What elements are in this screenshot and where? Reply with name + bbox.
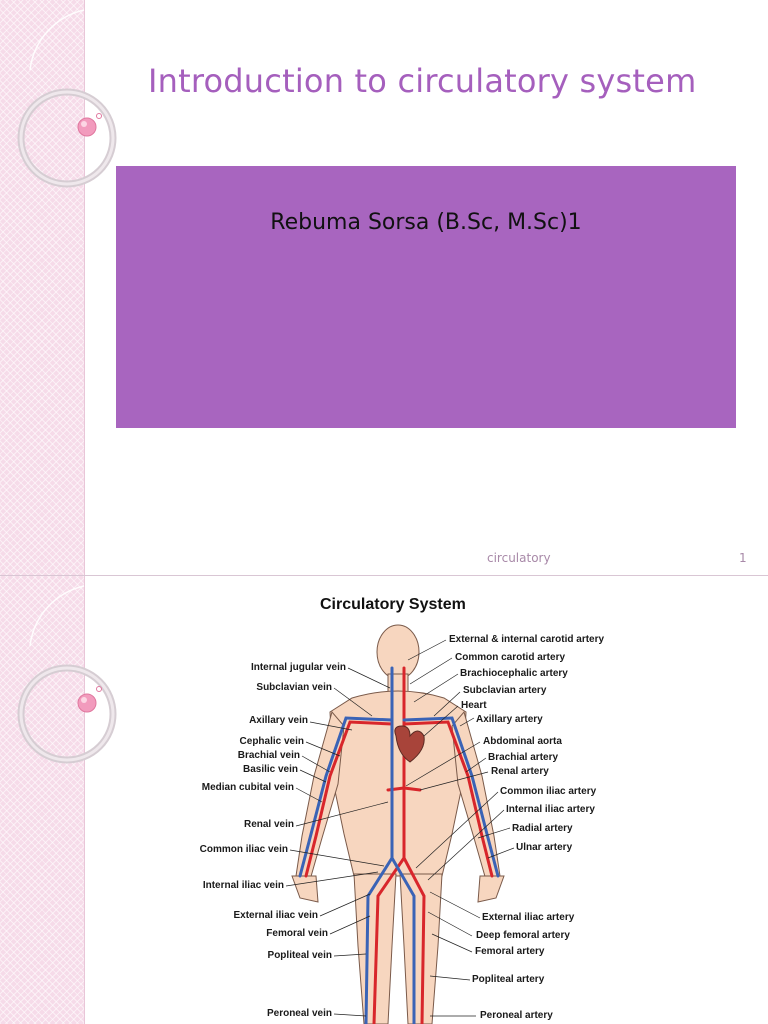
- page-number: 1: [739, 551, 747, 565]
- label-femoral-vein: Femoral vein: [266, 928, 328, 939]
- label-popliteal-artery: Popliteal artery: [472, 974, 545, 985]
- label-cephalic-vein: Cephalic vein: [239, 736, 304, 747]
- author-subtitle: Rebuma Sorsa (B.Sc, M.Sc)1: [270, 210, 582, 235]
- label-external-iliac-artery: External iliac artery: [482, 912, 575, 923]
- circulatory-body-illustration: [0, 576, 768, 1024]
- label-subclavian-artery: Subclavian artery: [463, 685, 547, 696]
- label-carotid-arteries: External & internal carotid artery: [449, 634, 605, 645]
- label-brachiocephalic-artery: Brachiocephalic artery: [460, 668, 568, 679]
- footer-label: circulatory: [487, 551, 551, 565]
- label-axillary-artery: Axillary artery: [476, 714, 543, 725]
- label-basilic-vein: Basilic vein: [242, 764, 298, 775]
- label-subclavian-vein: Subclavian vein: [256, 682, 332, 693]
- label-common-iliac-vein: Common iliac vein: [199, 844, 288, 855]
- label-ulnar-artery: Ulnar artery: [516, 842, 573, 853]
- figure-title: Circulatory System: [320, 596, 466, 613]
- label-peroneal-artery: Peroneal artery: [480, 1010, 553, 1021]
- label-peroneal-vein: Peroneal vein: [266, 1008, 332, 1019]
- label-brachial-vein: Brachial vein: [237, 750, 300, 761]
- label-external-iliac-vein: External iliac vein: [233, 910, 318, 921]
- label-radial-artery: Radial artery: [512, 823, 573, 834]
- label-brachial-artery: Brachial artery: [488, 752, 559, 763]
- label-common-iliac-artery: Common iliac artery: [500, 786, 597, 797]
- label-renal-artery: Renal artery: [491, 766, 549, 777]
- label-internal-jugular-vein: Internal jugular vein: [250, 662, 346, 673]
- slide-title: Introduction to circulatory system: [148, 62, 697, 100]
- label-median-cubital-vein: Median cubital vein: [201, 782, 294, 793]
- slide-divider: [0, 575, 768, 576]
- subtitle-box: [116, 166, 736, 428]
- label-internal-iliac-artery: Internal iliac artery: [506, 804, 595, 815]
- label-popliteal-vein: Popliteal vein: [267, 950, 332, 961]
- label-abdominal-aorta: Abdominal aorta: [483, 736, 562, 747]
- label-deep-femoral-artery: Deep femoral artery: [476, 930, 570, 941]
- label-renal-vein: Renal vein: [243, 819, 294, 830]
- label-internal-iliac-vein: Internal iliac vein: [202, 880, 284, 891]
- slide-2: [0, 576, 768, 1024]
- label-axillary-vein: Axillary vein: [249, 715, 308, 726]
- label-heart: Heart: [461, 700, 487, 711]
- label-common-carotid-artery: Common carotid artery: [455, 652, 566, 663]
- label-femoral-artery: Femoral artery: [475, 946, 545, 957]
